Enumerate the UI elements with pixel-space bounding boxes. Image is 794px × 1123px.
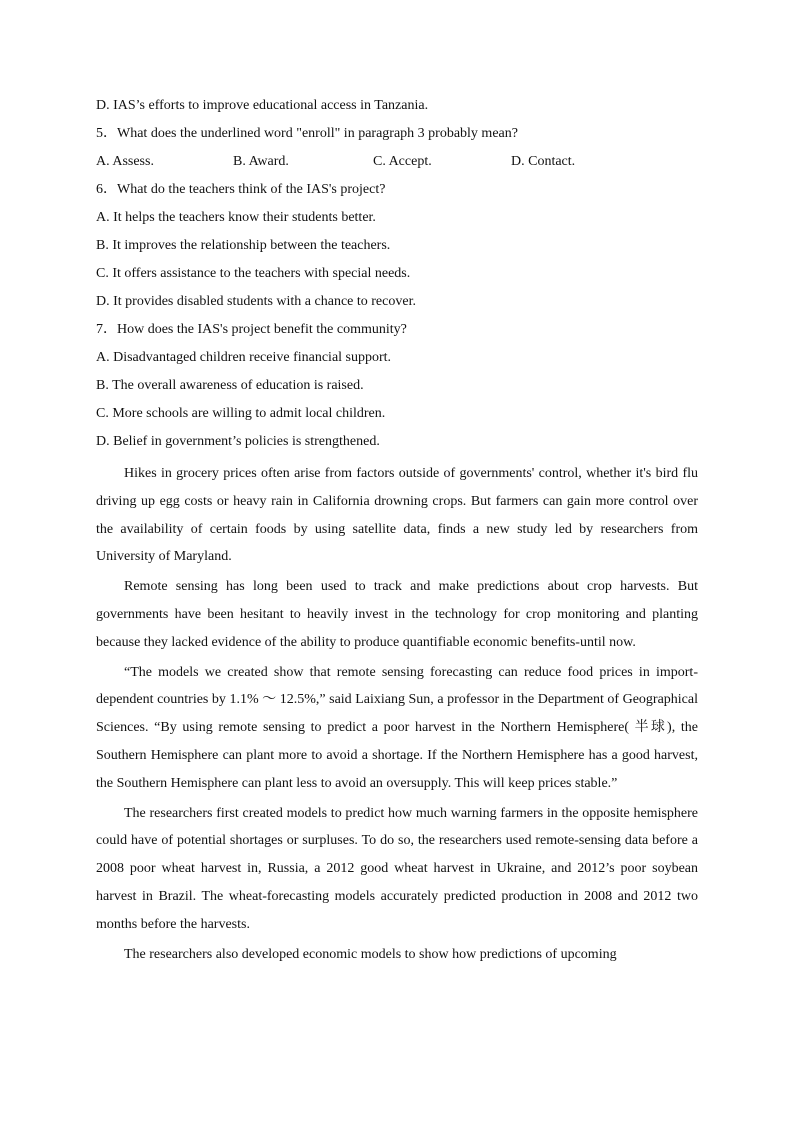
q7-question: 7．How does the IAS's project benefit the community? <box>96 322 407 337</box>
q6-question: 6．What do the teachers think of the IAS's project? <box>96 182 386 197</box>
q7-option-a: A. Disadvantaged children receive financial support. <box>96 350 392 365</box>
q7-option-b: B. The overall awareness of education is raised. <box>96 378 364 393</box>
q6-option-c: C. It offers assistance to the teachers with special needs. <box>96 266 411 281</box>
passage-paragraph: Remote sensing has long been used to track and make predictions about crop harvests. But governments have been hesitant to heavily invest in the technology for crop monitoring and planting because they lacked evidence of the ability to produce quantifiable economic benefits-until now. <box>96 579 698 650</box>
passage-paragraph: Hikes in grocery prices often arise from factors outside of governments' control, whether it's bird flu driving up egg costs or heavy rain in California drowning crops. But farmers can gain more control over the availability of certain foods by using satellite data, finds a new study led by researchers from University of Maryland. <box>96 466 698 565</box>
q5-option-d: D. Contact. <box>511 154 576 169</box>
q6-option-d: D. It provides disabled students with a chance to recover. <box>96 294 416 309</box>
passage-paragraph: “The models we created show that remote sensing forecasting can reduce food prices in import-dependent countries by 1.1% ～ 12.5%,” said Laixiang Sun, a professor in the Department of Geographical Sciences. “By using remote sensing to predict a poor harvest in the Northern Hemisphere( 半球), the Southern Hemisphere can plant more to avoid a shortage. If the Northern Hemisphere has a good harvest, the Southern Hemisphere can plant less to avoid an oversupply. This will keep prices stable.” <box>96 664 698 791</box>
q5-options <box>96 152 698 180</box>
q5-option-a: A. Assess. <box>96 154 154 169</box>
q7-option-c: C. More schools are willing to admit local children. <box>96 406 386 421</box>
q6-option-b: B. It improves the relationship between the teachers. <box>96 238 391 253</box>
document-page <box>96 96 698 970</box>
q5-question: 5．What does the underlined word "enroll" in paragraph 3 probably mean? <box>96 126 518 141</box>
passage-paragraph: The researchers first created models to predict how much warning farmers in the opposite hemisphere could have of potential shortages or surpluses. To do so, the researchers used remote-sensing data before a 2008 poor wheat harvest in, Russia, a 2012 good wheat harvest in Ukraine, and 2012’s poor soybean harvest in Brazil. The wheat-forecasting models accurately predicted production in 2008 and 2012 two months before the harvests. <box>96 805 698 932</box>
q5-option-b: B. Award. <box>233 154 289 169</box>
q4-option-d: D. IAS’s efforts to improve educational access in Tanzania. <box>96 98 429 113</box>
q5-option-c: C. Accept. <box>373 154 432 169</box>
q6-option-a: A. It helps the teachers know their students better. <box>96 210 376 225</box>
passage-paragraph: The researchers also developed economic models to show how predictions of upcoming <box>124 946 617 962</box>
q7-option-d: D. Belief in government’s policies is strengthened. <box>96 434 380 449</box>
